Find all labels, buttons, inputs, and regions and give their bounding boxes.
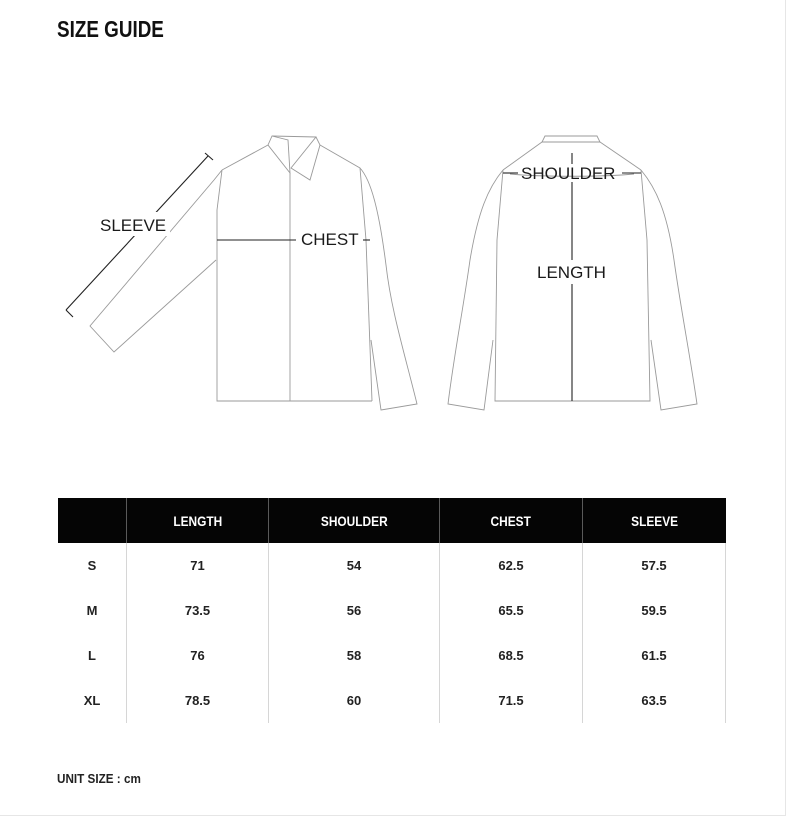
- front-body-left: [217, 170, 372, 401]
- chest-cell: 68.5: [440, 633, 583, 678]
- unit-note: UNIT SIZE : cm: [57, 771, 141, 786]
- length-cell: 76: [127, 633, 269, 678]
- size-cell: XL: [58, 678, 127, 723]
- table-header-row: [58, 498, 726, 543]
- front-collar-left: [268, 136, 290, 173]
- shoulder-cell: 58: [269, 633, 440, 678]
- front-body-right: [360, 168, 372, 401]
- size-cell: M: [58, 588, 127, 633]
- table-row: [58, 633, 726, 678]
- column-header-size: [58, 498, 127, 543]
- front-collar-right: [291, 137, 320, 180]
- chest-cell: 62.5: [440, 543, 583, 588]
- column-header-shoulder: SHOULDER: [269, 498, 440, 543]
- shoulder-cell: 60: [269, 678, 440, 723]
- shoulder-label: SHOULDER: [521, 164, 616, 183]
- back-collar: [542, 136, 600, 142]
- sleeve-cell: 57.5: [583, 543, 726, 588]
- front-view-shirt: [90, 136, 417, 410]
- size-cell: L: [58, 633, 127, 678]
- page-title: SIZE GUIDE: [57, 16, 164, 42]
- chest-cell: 65.5: [440, 588, 583, 633]
- front-collar-top: [272, 136, 316, 137]
- front-shoulder-left: [222, 145, 268, 170]
- table-row: [58, 678, 726, 723]
- sleeve-measure-tick-top: [205, 153, 213, 160]
- sleeve-cell: 61.5: [583, 633, 726, 678]
- column-header-chest: CHEST: [440, 498, 583, 543]
- front-measurements: [66, 153, 370, 317]
- garment-diagram: [0, 100, 786, 440]
- column-header-sleeve: SLEEVE: [583, 498, 726, 543]
- length-cell: 71: [127, 543, 269, 588]
- shoulder-cell: 56: [269, 588, 440, 633]
- garment-illustration: [0, 100, 786, 440]
- front-sleeve-right: [320, 145, 417, 410]
- table-row: [58, 588, 726, 633]
- shoulder-cell: 54: [269, 543, 440, 588]
- back-measurements: [503, 153, 641, 401]
- chest-label: CHEST: [301, 230, 359, 249]
- front-sleeve-left: [90, 170, 222, 352]
- sleeve-cell: 59.5: [583, 588, 726, 633]
- table-row: [58, 543, 726, 588]
- column-header-length: LENGTH: [127, 498, 269, 543]
- sleeve-cell: 63.5: [583, 678, 726, 723]
- chest-cell: 71.5: [440, 678, 583, 723]
- back-sleeve-left: [448, 170, 503, 410]
- sleeve-measure-tick-bottom: [66, 310, 73, 317]
- size-table: [57, 498, 726, 723]
- length-label: LENGTH: [537, 263, 606, 282]
- length-cell: 73.5: [127, 588, 269, 633]
- size-cell: S: [58, 543, 127, 588]
- length-cell: 78.5: [127, 678, 269, 723]
- sleeve-label: SLEEVE: [100, 216, 167, 235]
